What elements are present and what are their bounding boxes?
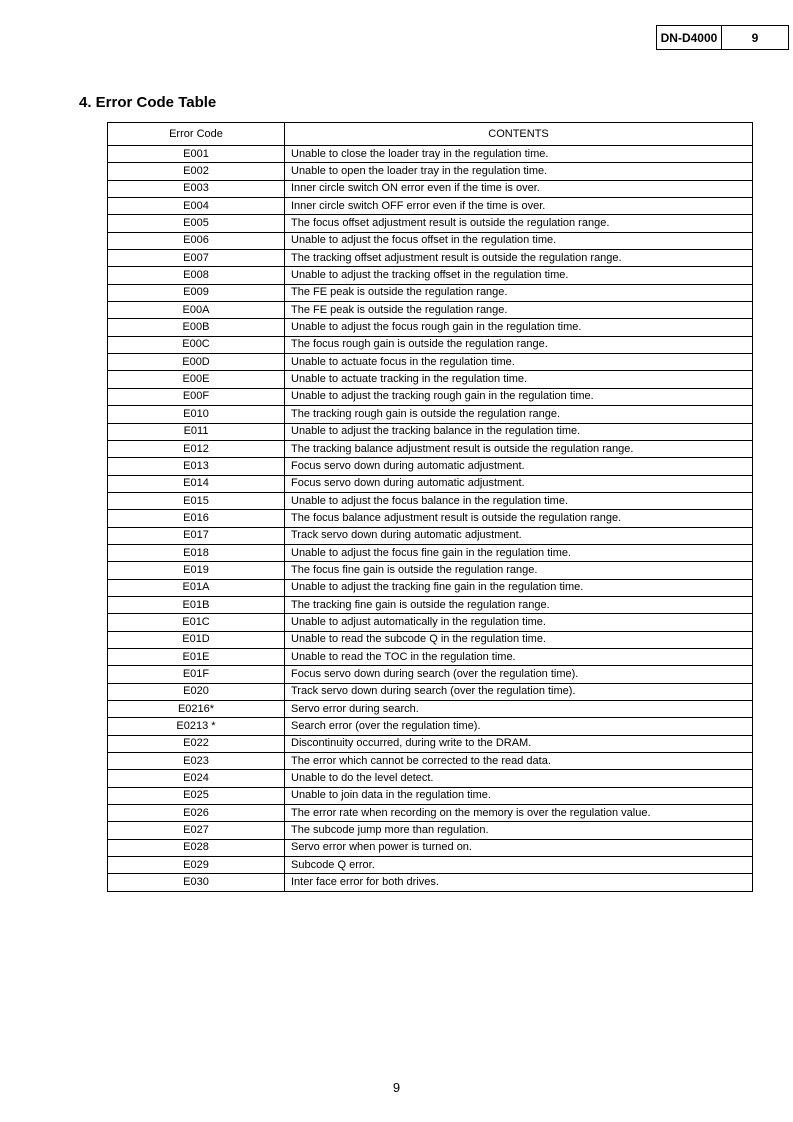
- error-description-cell: The tracking offset adjustment result is outside the regulation range.: [285, 250, 753, 267]
- table-row: [108, 250, 753, 267]
- table-row: [108, 232, 753, 249]
- header-page-number: 9: [751, 30, 759, 45]
- table-row: [108, 440, 753, 457]
- table-row: [108, 458, 753, 475]
- error-description-cell: Unable to adjust the tracking balance in the regulation time.: [285, 423, 753, 440]
- error-code-cell: E003: [108, 180, 285, 197]
- table-row: [108, 614, 753, 631]
- table-row: [108, 874, 753, 891]
- error-description-cell: Discontinuity occurred, during write to the DRAM.: [285, 735, 753, 752]
- error-code-cell: E00A: [108, 302, 285, 319]
- table-row: [108, 753, 753, 770]
- error-code-cell: E00E: [108, 371, 285, 388]
- error-code-cell: E018: [108, 544, 285, 561]
- error-description-cell: Unable to adjust the focus fine gain in the regulation time.: [285, 544, 753, 561]
- error-description-cell: Unable to close the loader tray in the regulation time.: [285, 146, 753, 163]
- table-row: [108, 648, 753, 665]
- error-code-cell: E016: [108, 510, 285, 527]
- error-code-cell: E019: [108, 562, 285, 579]
- error-description-cell: Unable to adjust the tracking offset in the regulation time.: [285, 267, 753, 284]
- table-row: [108, 388, 753, 405]
- error-code-cell: E01C: [108, 614, 285, 631]
- table-row: [108, 596, 753, 613]
- error-code-cell: E029: [108, 857, 285, 874]
- table-row: [108, 284, 753, 301]
- table-row: [108, 302, 753, 319]
- error-description-cell: The focus rough gain is outside the regulation range.: [285, 336, 753, 353]
- column-header-code: Error Code: [108, 123, 285, 146]
- error-description-cell: Servo error when power is turned on.: [285, 839, 753, 856]
- table-row: [108, 701, 753, 718]
- error-description-cell: Focus servo down during automatic adjustment.: [285, 458, 753, 475]
- table-row: [108, 215, 753, 232]
- table-row: [108, 492, 753, 509]
- error-description-cell: Servo error during search.: [285, 701, 753, 718]
- table-row: [108, 336, 753, 353]
- error-code-cell: E026: [108, 805, 285, 822]
- error-code-cell: E01E: [108, 648, 285, 665]
- error-code-cell: E00B: [108, 319, 285, 336]
- error-description-cell: Inter face error for both drives.: [285, 874, 753, 891]
- error-description-cell: The FE peak is outside the regulation range.: [285, 302, 753, 319]
- error-description-cell: Unable to adjust the tracking fine gain in the regulation time.: [285, 579, 753, 596]
- table-row: [108, 146, 753, 163]
- error-description-cell: Focus servo down during search (over the regulation time).: [285, 666, 753, 683]
- table-row: [108, 735, 753, 752]
- error-description-cell: Subcode Q error.: [285, 857, 753, 874]
- error-description-cell: Focus servo down during automatic adjustment.: [285, 475, 753, 492]
- section-title: 4. Error Code Table: [79, 94, 217, 111]
- error-code-table: [107, 122, 753, 892]
- error-code-cell: E007: [108, 250, 285, 267]
- table-row: [108, 666, 753, 683]
- table-row: [108, 406, 753, 423]
- table-row: [108, 770, 753, 787]
- error-description-cell: The error which cannot be corrected to the read data.: [285, 753, 753, 770]
- error-code-cell: E00F: [108, 388, 285, 405]
- error-description-cell: Track servo down during search (over the regulation time).: [285, 683, 753, 700]
- error-description-cell: The tracking fine gain is outside the regulation range.: [285, 596, 753, 613]
- table-row: [108, 683, 753, 700]
- error-description-cell: Unable to actuate focus in the regulation time.: [285, 354, 753, 371]
- table-row: [108, 822, 753, 839]
- error-code-cell: E005: [108, 215, 285, 232]
- header-box: [656, 25, 789, 50]
- error-code-cell: E00D: [108, 354, 285, 371]
- error-description-cell: Unable to adjust the focus rough gain in the regulation time.: [285, 319, 753, 336]
- error-code-cell: E011: [108, 423, 285, 440]
- error-description-cell: Unable to actuate tracking in the regulation time.: [285, 371, 753, 388]
- table-row: [108, 562, 753, 579]
- error-code-cell: E004: [108, 198, 285, 215]
- error-description-cell: Unable to read the subcode Q in the regulation time.: [285, 631, 753, 648]
- error-code-cell: E0216*: [108, 701, 285, 718]
- error-description-cell: The focus fine gain is outside the regulation range.: [285, 562, 753, 579]
- error-description-cell: Unable to adjust automatically in the regulation time.: [285, 614, 753, 631]
- error-description-cell: Unable to adjust the focus balance in the regulation time.: [285, 492, 753, 509]
- error-code-cell: E006: [108, 232, 285, 249]
- table-row: [108, 371, 753, 388]
- error-code-cell: E022: [108, 735, 285, 752]
- error-code-cell: E0213 *: [108, 718, 285, 735]
- table-row: [108, 839, 753, 856]
- error-code-cell: E027: [108, 822, 285, 839]
- table-row: [108, 579, 753, 596]
- error-description-cell: Unable to adjust the tracking rough gain in the regulation time.: [285, 388, 753, 405]
- error-description-cell: Unable to join data in the regulation time.: [285, 787, 753, 804]
- error-description-cell: Unable to read the TOC in the regulation time.: [285, 648, 753, 665]
- table-row: [108, 180, 753, 197]
- error-description-cell: Unable to open the loader tray in the regulation time.: [285, 163, 753, 180]
- error-description-cell: Unable to adjust the focus offset in the regulation time.: [285, 232, 753, 249]
- error-description-cell: Inner circle switch ON error even if the time is over.: [285, 180, 753, 197]
- table-row: [108, 510, 753, 527]
- page-number: 9: [392, 1080, 401, 1095]
- table-row: [108, 163, 753, 180]
- error-code-cell: E025: [108, 787, 285, 804]
- column-header-contents: CONTENTS: [285, 123, 753, 146]
- error-code-cell: E008: [108, 267, 285, 284]
- table-row: [108, 267, 753, 284]
- error-description-cell: The error rate when recording on the memory is over the regulation value.: [285, 805, 753, 822]
- error-code-cell: E010: [108, 406, 285, 423]
- error-code-cell: E002: [108, 163, 285, 180]
- error-description-cell: Inner circle switch OFF error even if the time is over.: [285, 198, 753, 215]
- error-description-cell: The tracking rough gain is outside the regulation range.: [285, 406, 753, 423]
- error-description-cell: Search error (over the regulation time).: [285, 718, 753, 735]
- error-code-cell: E012: [108, 440, 285, 457]
- table-row: [108, 857, 753, 874]
- error-code-cell: E020: [108, 683, 285, 700]
- table-row: [108, 354, 753, 371]
- error-description-cell: The subcode jump more than regulation.: [285, 822, 753, 839]
- error-code-cell: E01A: [108, 579, 285, 596]
- error-description-cell: The focus balance adjustment result is outside the regulation range.: [285, 510, 753, 527]
- table-row: [108, 544, 753, 561]
- table-row: [108, 423, 753, 440]
- table-row: [108, 319, 753, 336]
- error-code-cell: E024: [108, 770, 285, 787]
- error-code-cell: E015: [108, 492, 285, 509]
- table-row: [108, 787, 753, 804]
- table-body: [108, 146, 753, 892]
- error-description-cell: The FE peak is outside the regulation range.: [285, 284, 753, 301]
- error-description-cell: Track servo down during automatic adjustment.: [285, 527, 753, 544]
- error-code-cell: E001: [108, 146, 285, 163]
- error-description-cell: The focus offset adjustment result is outside the regulation range.: [285, 215, 753, 232]
- error-code-cell: E028: [108, 839, 285, 856]
- table-header-row: [108, 123, 753, 146]
- error-code-cell: E017: [108, 527, 285, 544]
- table-row: [108, 198, 753, 215]
- error-code-cell: E00C: [108, 336, 285, 353]
- error-code-cell: E023: [108, 753, 285, 770]
- error-code-cell: E030: [108, 874, 285, 891]
- table-row: [108, 527, 753, 544]
- error-description-cell: The tracking balance adjustment result is outside the regulation range.: [285, 440, 753, 457]
- error-code-cell: E01F: [108, 666, 285, 683]
- error-description-cell: Unable to do the level detect.: [285, 770, 753, 787]
- table-row: [108, 475, 753, 492]
- error-code-cell: E009: [108, 284, 285, 301]
- error-code-cell: E013: [108, 458, 285, 475]
- error-code-cell: E01D: [108, 631, 285, 648]
- error-code-cell: E014: [108, 475, 285, 492]
- error-code-cell: E01B: [108, 596, 285, 613]
- table-row: [108, 631, 753, 648]
- table-row: [108, 805, 753, 822]
- model-name: DN-D4000: [657, 26, 722, 49]
- table-row: [108, 718, 753, 735]
